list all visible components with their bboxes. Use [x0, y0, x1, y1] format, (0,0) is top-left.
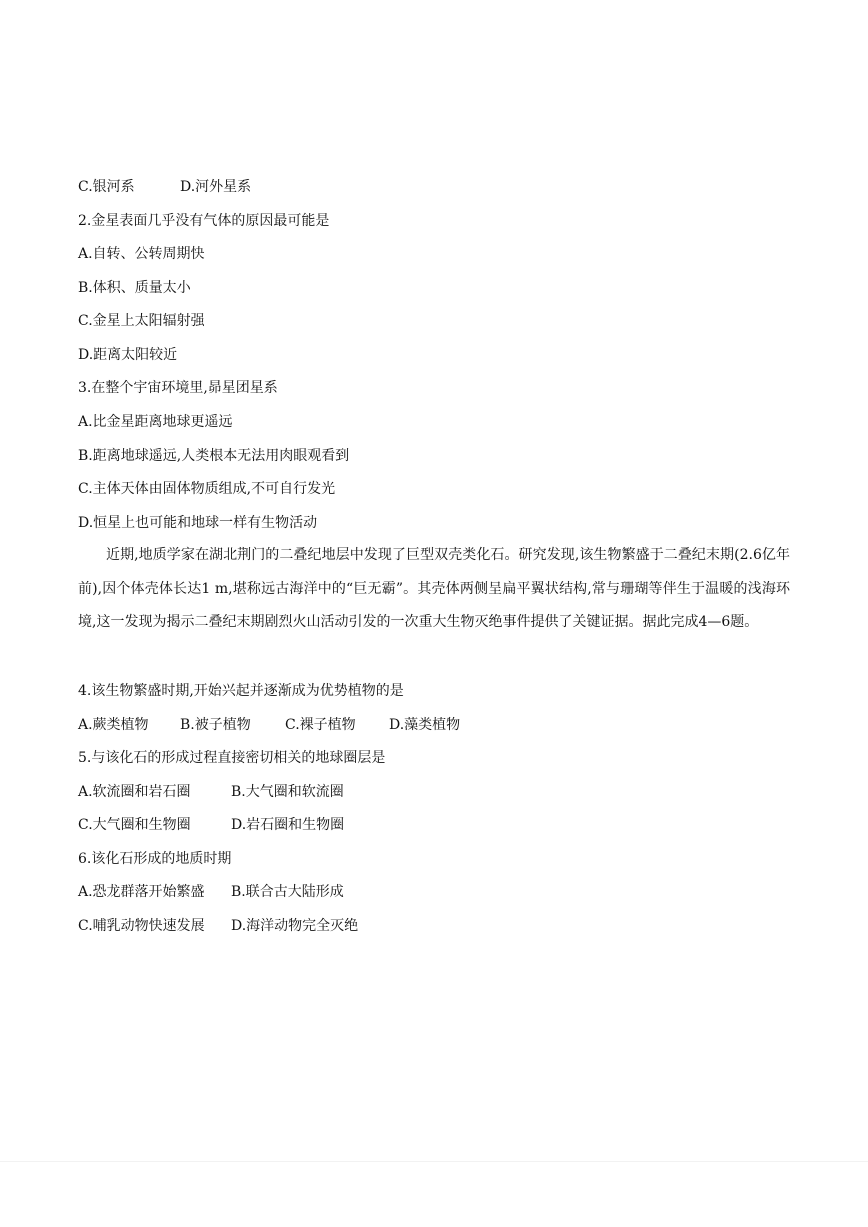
q6-option-d: D.海洋动物完全灭绝: [231, 918, 359, 934]
q2-option-c: C.金星上太阳辐射强: [78, 313, 205, 329]
q5-option-c: C.大气圈和生物圈: [78, 817, 191, 833]
q5-option-a: A.软流圈和岩石圈: [78, 784, 191, 800]
q6-options-row-ab: [78, 882, 344, 902]
q1-option-c: C.银河系: [78, 179, 135, 195]
q2-option-d: D.距离太阳较近: [78, 347, 178, 363]
q4-option-b: B.被子植物: [180, 717, 251, 733]
q3-stem: 3.在整个宇宙环境里,昴星团星系: [78, 380, 278, 396]
q6-options-row-cd: [78, 916, 358, 936]
q6-option-a: A.恐龙群落开始繁盛: [78, 884, 205, 900]
q4-option-c: C.裸子植物: [285, 717, 356, 733]
q1-option-d: D.河外星系: [180, 179, 252, 195]
q6-option-c: C.哺乳动物快速发展: [78, 918, 205, 934]
q1-options-row-cd: [78, 177, 251, 197]
q4-option-d: D.藻类植物: [389, 717, 461, 733]
q3-option-a: A.比金星距离地球更遥远: [78, 414, 233, 430]
q3-option-d: D.恒星上也可能和地球一样有生物活动: [78, 515, 318, 531]
q4-option-a: A.蕨类植物: [78, 717, 149, 733]
q3-option-b: B.距离地球遥远,人类根本无法用肉眼观看到: [78, 448, 350, 464]
q5-options-row-ab: [78, 782, 344, 802]
q5-option-d: D.岩石圈和生物圈: [231, 817, 345, 833]
reading-passage: 近期,地质学家在湖北荆门的二叠纪地层中发现了巨型双壳类化石。研究发现,该生物繁盛于二叠纪末期(2.6亿年前),因个体壳体长达1 m,堪称远古海洋中的“巨无霸”。其壳体两侧呈扁平翼状结构,常与珊瑚等伴生于温暖的浅海环境,这一发现为揭示二叠纪末期剧烈火山活动引发的一次重大生物灭绝事件提供了关键证据。据此完成4—6题。: [78, 547, 790, 630]
q2-stem: 2.金星表面几乎没有气体的原因最可能是: [78, 213, 330, 229]
q5-option-b: B.大气圈和软流圈: [231, 784, 344, 800]
q4-options-row: [78, 715, 460, 735]
q5-stem: 5.与该化石的形成过程直接密切相关的地球圈层是: [78, 750, 386, 766]
q4-stem: 4.该生物繁盛时期,开始兴起并逐渐成为优势植物的是: [78, 683, 404, 699]
q2-option-a: A.自转、公转周期快: [78, 246, 205, 262]
q2-option-b: B.体积、质量太小: [78, 280, 191, 296]
q6-stem: 6.该化石形成的地质时期: [78, 851, 232, 867]
q5-options-row-cd: [78, 815, 344, 835]
page-bottom-divider: [0, 1161, 868, 1162]
q3-option-c: C.主体天体由固体物质组成,不可自行发光: [78, 481, 336, 497]
q6-option-b: B.联合古大陆形成: [231, 884, 344, 900]
